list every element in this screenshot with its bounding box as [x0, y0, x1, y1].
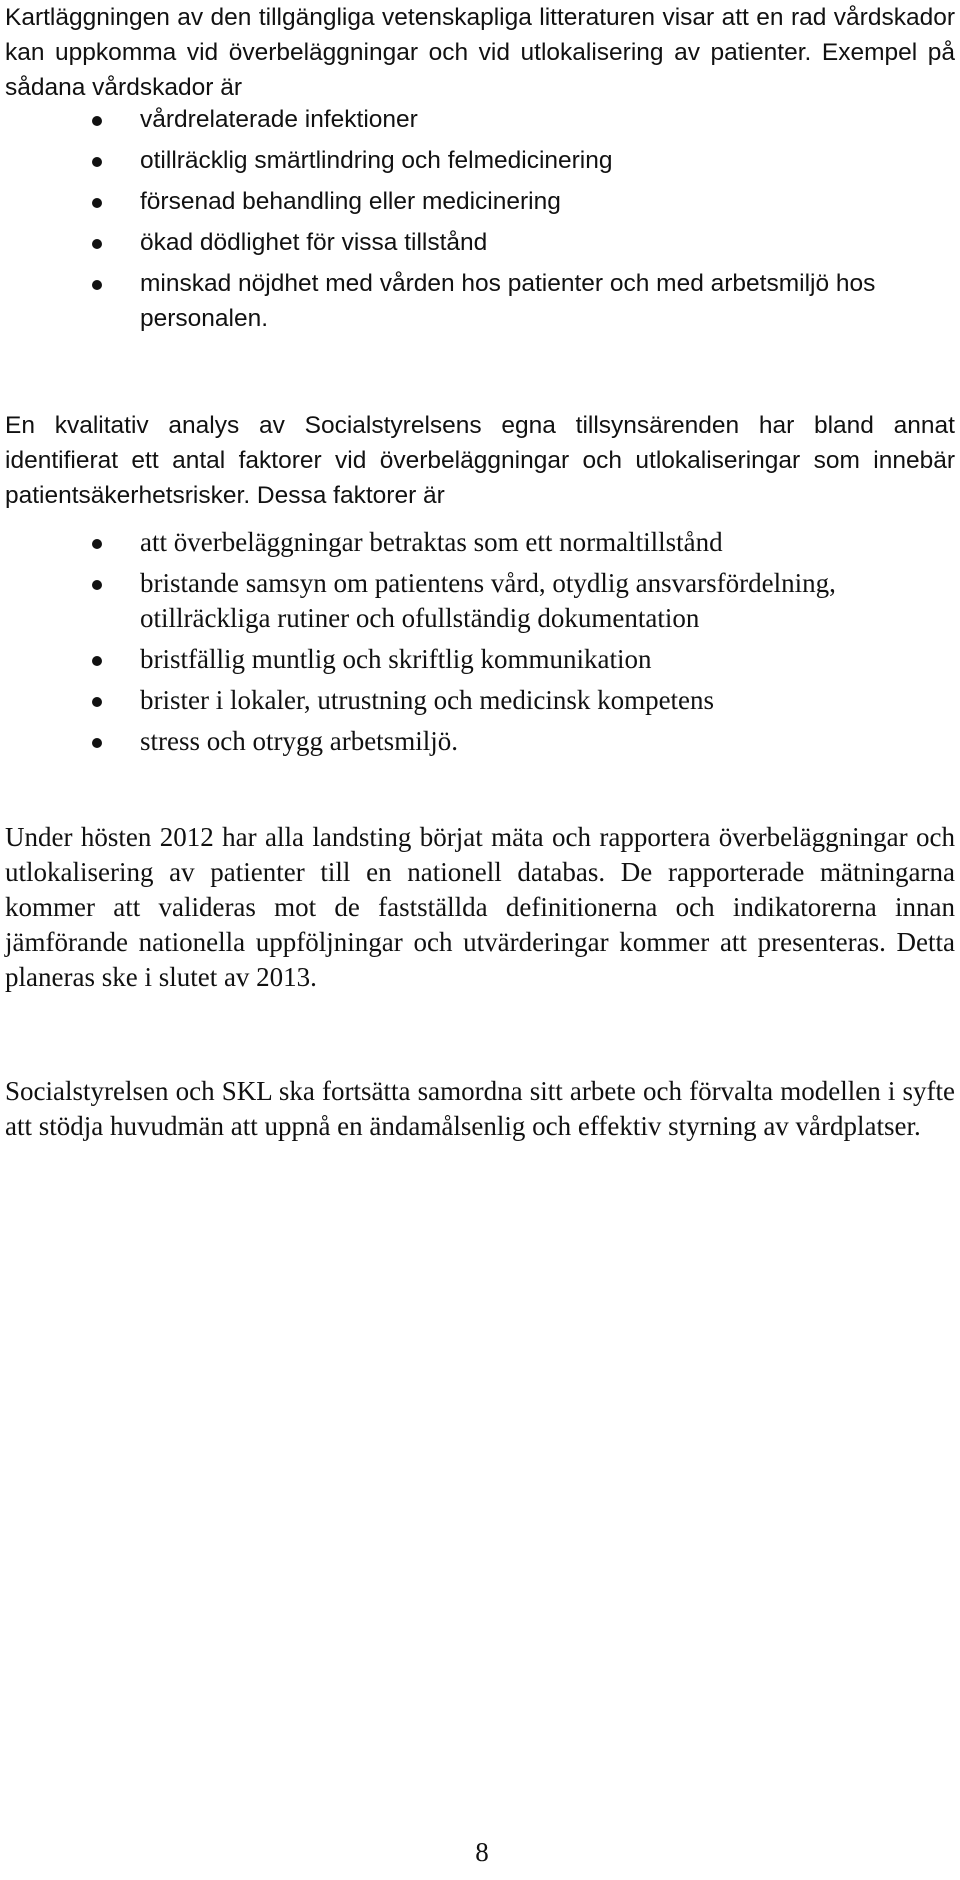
list-item: ökad dödlighet för vissa tillstånd: [0, 225, 952, 260]
list-item: brister i lokaler, utrustning och medicinsk kompetens: [0, 683, 952, 718]
list-item: att överbeläggningar betraktas som ett normaltillstånd: [0, 525, 952, 560]
page-number: 8: [475, 1837, 489, 1867]
list-item: vårdrelaterade infektioner: [0, 102, 952, 137]
list-item: bristfällig muntlig och skriftlig kommunikation: [0, 642, 952, 677]
section2-bullet-list: [0, 525, 960, 765]
section2-intro: En kvalitativ analys av Socialstyrelsens egna tillsynsärenden har bland annat identifierat ett antal faktorer vid överbeläggningar och utlokaliseringar som innebär patientsäkerhetsrisker. Dessa faktorer är: [5, 412, 955, 509]
list-item: försenad behandling eller medicinering: [0, 184, 952, 219]
list-item: stress och otrygg arbetsmiljö.: [0, 724, 952, 759]
list-item: minskad nöjdhet med vården hos patienter och med arbetsmiljö hos personalen.: [0, 266, 952, 336]
section1-intro: Kartläggningen av den tillgängliga vetenskapliga litteraturen visar att en rad vårdskador kan uppkomma vid överbeläggningar och vid utlokalisering av patienter. Exempel på sådana vårdskador är: [5, 4, 955, 101]
section1-bullet-list: [0, 102, 960, 342]
list-item: bristande samsyn om patientens vård, otydlig ansvarsfördelning, otillräckliga rutiner och ofullständig dokumentation: [0, 566, 952, 636]
list-item: otillräcklig smärtlindring och felmedicinering: [0, 143, 952, 178]
paragraph-3: Under hösten 2012 har alla landsting börjat mäta och rapportera överbeläggningar och utlokalisering av patienter till en nationell databas. De rapporterade mätningarna kommer att valideras mot de fastställda definitionerna och indikatorerna innan jämförande nationella uppföljningar och utvärderingar kommer att presenteras. Detta planeras ske i slutet av 2013.: [5, 822, 955, 992]
paragraph-4: Socialstyrelsen och SKL ska fortsätta samordna sitt arbete och förvalta modellen i syfte att stödja huvudmän att uppnå en ändamålsenlig och effektiv styrning av vårdplatser.: [5, 1076, 955, 1141]
